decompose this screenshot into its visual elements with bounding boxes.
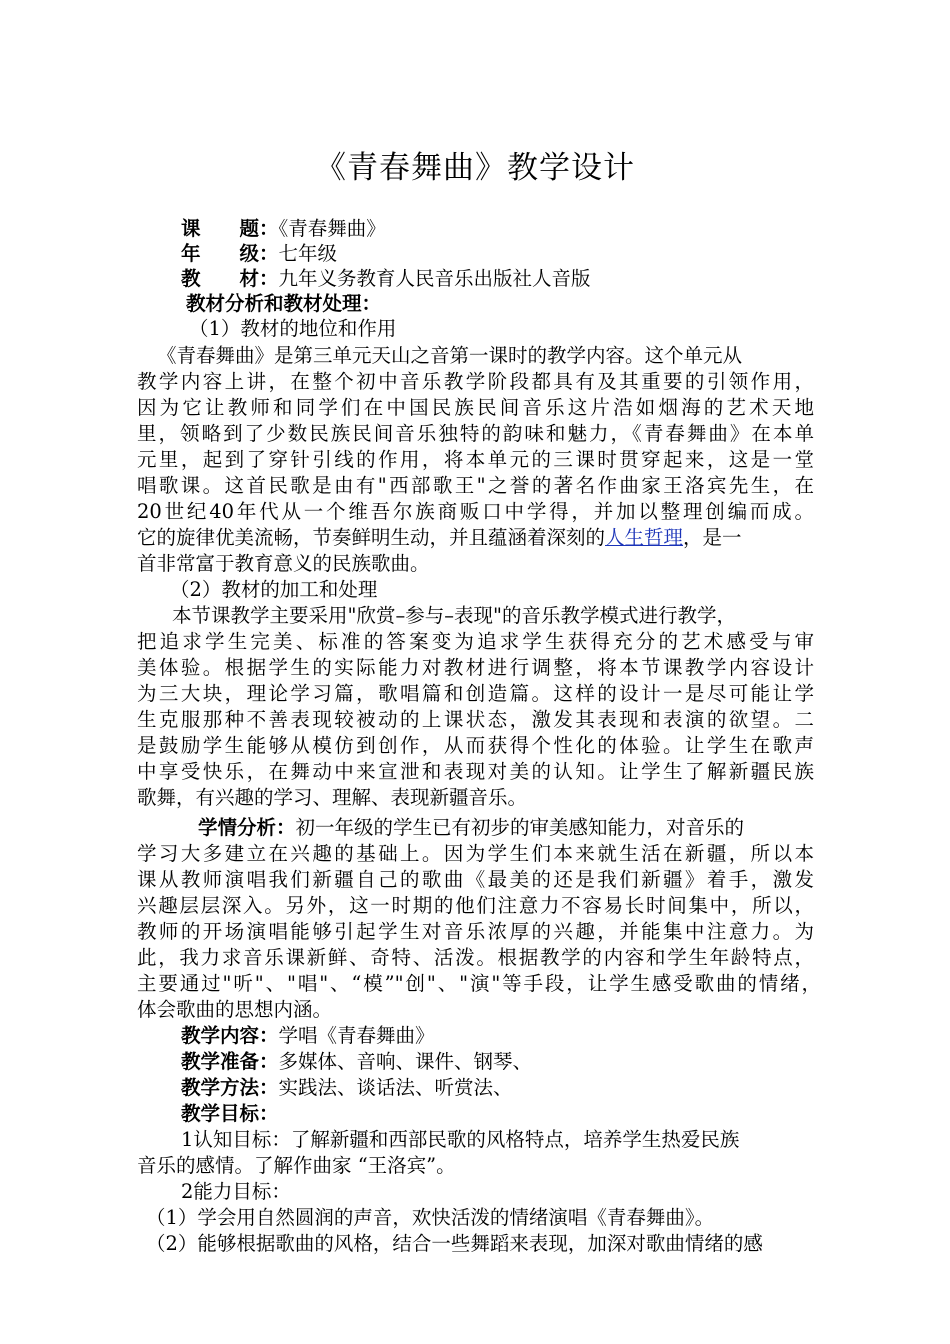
content-row (181, 1023, 435, 1049)
p2-line-5: 生克服那种不善表现较被动的上课状态，激发其表现和表演的欲望。二 (137, 708, 814, 731)
p2-line-1: 本节课教学主要采用"欣赏–参与–表现"的音乐教学模式进行教学， (172, 604, 736, 627)
analysis-heading: 教材分析和教材处理： (186, 292, 382, 315)
p2-line-7: 中享受快乐，在舞动中来宣泄和表现对美的认知。让学生了解新疆民族 (137, 760, 814, 783)
method-value: 实践法、谈话法、听赏法、 (278, 1076, 513, 1099)
p2-line-2: 把追求学生完美、标准的答案变为追求学生获得充分的艺术感受与审 (137, 630, 814, 653)
textbook-value: 九年义务教育人民音乐出版社人音版 (278, 267, 591, 290)
p1-line-6: 唱歌课。这首民歌是由有"西部歌王"之誉的著名作曲家王洛宾先生，在 (137, 474, 814, 497)
document-title: 《青春舞曲》教学设计 (315, 150, 635, 186)
method-label: 教学方法： (181, 1076, 279, 1099)
learner-line-7: 主要通过"听"、"唱"、“模”"创"、"演"等手段，让学生感受歌曲的情绪， (137, 972, 821, 995)
topic-value: 《青春舞曲》 (278, 217, 386, 240)
learner-line-6: 此，我力求音乐课新鲜、奇特、活泼。根据教学的内容和学生年龄特点， (137, 946, 814, 969)
goal-label: 教学目标： (181, 1102, 279, 1125)
p1-line-5: 元里，起到了穿针引线的作用，将本单元的三课时贯穿起来，这是一堂 (137, 448, 814, 471)
grade-value: 七年级 (278, 242, 338, 265)
prep-value: 多媒体、音响、课件、钢琴、 (278, 1050, 533, 1073)
learner-first: 初一年级的学生已有初步的审美感知能力，对音乐的 (295, 816, 745, 839)
p1-line-8-text: 它的旋律优美流畅，节奏鲜明生动，并且蕴涵着深刻的 (137, 526, 606, 549)
topic-row (181, 216, 386, 242)
p1-line-9: 首非常富于教育意义的民族歌曲。 (137, 552, 430, 575)
p1-line-8-tail: ，是一 (683, 526, 742, 549)
learner-line-4: 兴趣层层深入。另外，这一时期的他们注意力不容易长时间集中，所以， (137, 894, 814, 917)
prep-row (181, 1049, 532, 1075)
goal-1-line-1: 1认知目标：了解新疆和西部民歌的风格特点，培养学生热爱民族 (181, 1128, 740, 1151)
p1-line-1: 《青春舞曲》是第三单元天山之音第一课时的教学内容。这个单元从 (157, 344, 743, 367)
p2-line-4: 为三大块，理论学习篇，歌唱篇和创造篇。这样的设计一是尽可能让学 (137, 682, 814, 705)
learner-line-1 (198, 815, 744, 841)
goal-1-line-2: 音乐的感情。了解作曲家 “王洛宾”。 (137, 1154, 456, 1177)
p2-line-6: 是鼓励学生能够从模仿到创作，从而获得个性化的体验。让学生在歌声 (137, 734, 814, 757)
grade-label: 年 级： (181, 242, 279, 265)
p2-line-3: 美体验。根据学生的实际能力对教材进行调整，将本节课教学内容设计 (137, 656, 814, 679)
analysis-sub2: （2）教材的加工和处理 (170, 578, 378, 601)
goal-2-item-2: （2）能够根据歌曲的风格，结合一些舞蹈来表现，加深对歌曲情绪的感 (146, 1232, 763, 1255)
prep-label: 教学准备： (181, 1050, 279, 1073)
content-value: 学唱《青春舞曲》 (278, 1024, 435, 1047)
philosophy-link[interactable]: 人生哲理 (605, 526, 684, 549)
learner-line-5: 教师的开场演唱能够引起学生对音乐浓厚的兴趣，并能集中注意力。为 (137, 920, 814, 943)
p1-line-7: 20世纪40年代从一个维吾尔族商贩口中学得，并加以整理创编而成。 (137, 500, 814, 523)
method-row (181, 1075, 513, 1101)
p2-line-8: 歌舞，有兴趣的学习、理解、表现新疆音乐。 (137, 786, 528, 809)
p1-line-8 (137, 525, 742, 551)
goal-2-heading: 2能力目标： (181, 1180, 291, 1203)
learner-line-8: 体会歌曲的思想内涵。 (137, 998, 333, 1021)
p1-line-2: 教学内容上讲，在整个初中音乐教学阶段都具有及其重要的引领作用， (137, 370, 814, 393)
learner-label: 学情分析： (198, 816, 296, 839)
learner-line-2: 学习大多建立在兴趣的基础上。因为学生们本来就生活在新疆，所以本 (137, 842, 814, 865)
topic-label: 课 题： (181, 217, 279, 240)
grade-row (181, 241, 337, 267)
p1-line-3: 因为它让教师和同学们在中国民族民间音乐这片浩如烟海的艺术天地 (137, 396, 814, 419)
goal-2-item-1: （1）学会用自然圆润的声音，欢快活泼的情绪演唱《青春舞曲》。 (146, 1206, 715, 1229)
content-label: 教学内容： (181, 1024, 279, 1047)
p1-line-4: 里，领略到了少数民族民间音乐独特的韵味和魅力，《青春舞曲》在本单 (137, 422, 814, 445)
analysis-sub1: （1）教材的地位和作用 (189, 317, 397, 340)
learner-line-3: 课从教师演唱我们新疆自己的歌曲《最美的还是我们新疆》着手，激发 (137, 868, 814, 891)
textbook-label: 教 材： (181, 267, 279, 290)
textbook-row (181, 266, 591, 292)
